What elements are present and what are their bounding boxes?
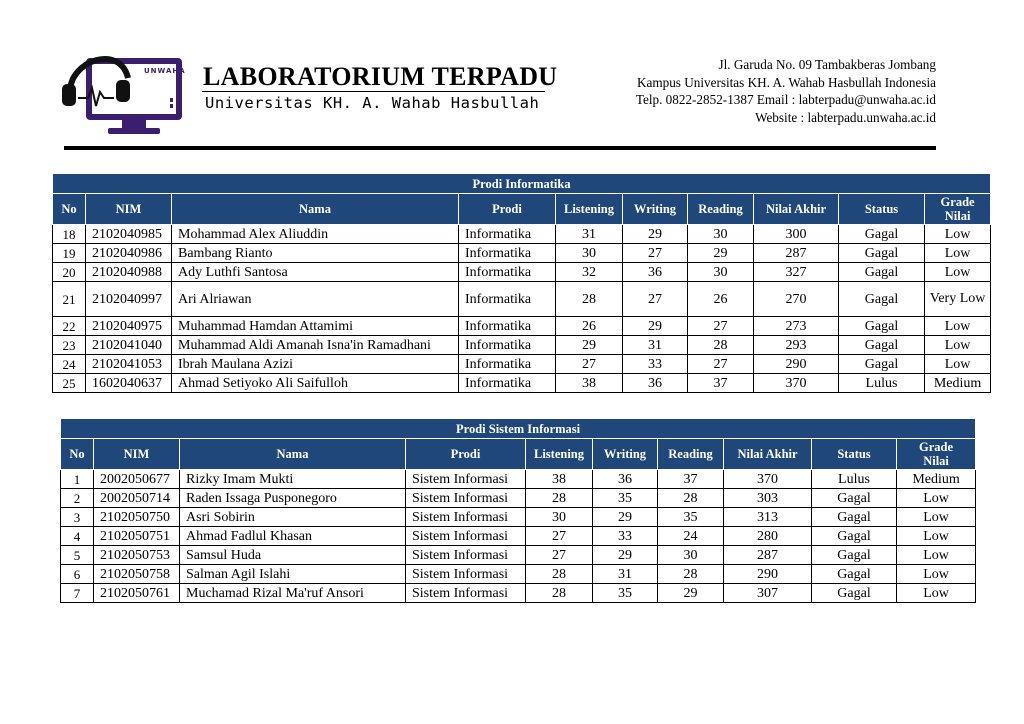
writing-cell: 35 bbox=[593, 584, 658, 603]
listening-cell: 29 bbox=[556, 336, 623, 355]
nim-cell: 2102050758 bbox=[94, 565, 180, 584]
prodi-cell: Informatika bbox=[459, 282, 556, 317]
listening-cell: 27 bbox=[526, 527, 593, 546]
lab-subtitle: Universitas KH. A. Wahab Hasbullah bbox=[205, 94, 540, 112]
nama-cell: Samsul Huda bbox=[180, 546, 406, 565]
writing-cell: 31 bbox=[623, 336, 688, 355]
grade-cell: Low bbox=[925, 244, 991, 263]
writing-cell: 27 bbox=[623, 282, 688, 317]
status-cell: Gagal bbox=[812, 489, 897, 508]
column-header: Nama bbox=[180, 439, 406, 470]
reading-cell: 37 bbox=[688, 374, 754, 393]
grade-cell: Low bbox=[897, 546, 976, 565]
prodi-cell: Sistem Informasi bbox=[406, 527, 526, 546]
address-line: Jl. Garuda No. 09 Tambakberas Jombang bbox=[718, 57, 936, 72]
listening-cell: 27 bbox=[556, 355, 623, 374]
listening-cell: 30 bbox=[556, 244, 623, 263]
grade-cell: Low bbox=[897, 584, 976, 603]
nama-cell: Ahmad Fadlul Khasan bbox=[180, 527, 406, 546]
table-row bbox=[61, 546, 976, 565]
prodi-cell: Informatika bbox=[459, 374, 556, 393]
listening-cell: 27 bbox=[526, 546, 593, 565]
column-header: NIM bbox=[94, 439, 180, 470]
listening-cell: 28 bbox=[526, 565, 593, 584]
row-no: 21 bbox=[53, 282, 86, 317]
prodi-cell: Sistem Informasi bbox=[406, 584, 526, 603]
table-row bbox=[53, 336, 991, 355]
column-header: Writing bbox=[593, 439, 658, 470]
listening-cell: 30 bbox=[526, 508, 593, 527]
nama-cell: Ari Alriawan bbox=[172, 282, 459, 317]
column-header: Listening bbox=[556, 194, 623, 225]
column-header: No bbox=[53, 194, 86, 225]
status-cell: Gagal bbox=[839, 225, 925, 244]
status-cell: Gagal bbox=[839, 263, 925, 282]
reading-cell: 30 bbox=[688, 225, 754, 244]
nama-cell: Ahmad Setiyoko Ali Saifulloh bbox=[172, 374, 459, 393]
nilai-akhir-cell: 327 bbox=[754, 263, 839, 282]
grade-cell: Low bbox=[925, 336, 991, 355]
row-no: 18 bbox=[53, 225, 86, 244]
grade-cell: Low bbox=[897, 508, 976, 527]
status-cell: Gagal bbox=[812, 527, 897, 546]
nama-cell: Ady Luthfi Santosa bbox=[172, 263, 459, 282]
writing-cell: 27 bbox=[623, 244, 688, 263]
table-row bbox=[61, 470, 976, 489]
header-divider bbox=[64, 146, 936, 150]
reading-cell: 30 bbox=[688, 263, 754, 282]
grade-cell: Low bbox=[925, 225, 991, 244]
grade-cell: Medium bbox=[897, 470, 976, 489]
reading-cell: 28 bbox=[658, 489, 724, 508]
writing-cell: 29 bbox=[623, 225, 688, 244]
grade-cell: Low bbox=[925, 263, 991, 282]
table-row bbox=[53, 282, 991, 317]
table-prodi-informatika bbox=[52, 173, 991, 393]
nilai-akhir-cell: 303 bbox=[724, 489, 812, 508]
table-row bbox=[53, 225, 991, 244]
nim-cell: 2102050750 bbox=[94, 508, 180, 527]
listening-cell: 38 bbox=[556, 374, 623, 393]
lab-address bbox=[636, 56, 936, 126]
writing-cell: 29 bbox=[593, 508, 658, 527]
prodi-cell: Informatika bbox=[459, 263, 556, 282]
status-cell: Gagal bbox=[812, 584, 897, 603]
row-no: 3 bbox=[61, 508, 94, 527]
row-no: 5 bbox=[61, 546, 94, 565]
listening-cell: 38 bbox=[526, 470, 593, 489]
table-row bbox=[61, 527, 976, 546]
grade-cell: Medium bbox=[925, 374, 991, 393]
nama-cell: Muchamad Rizal Ma'ruf Ansori bbox=[180, 584, 406, 603]
nilai-akhir-cell: 287 bbox=[724, 546, 812, 565]
writing-cell: 33 bbox=[623, 355, 688, 374]
status-cell: Gagal bbox=[812, 546, 897, 565]
table-body bbox=[53, 225, 991, 393]
status-cell: Gagal bbox=[839, 244, 925, 263]
row-no: 2 bbox=[61, 489, 94, 508]
nama-cell: Mohammad Alex Aliuddin bbox=[172, 225, 459, 244]
column-header: Reading bbox=[688, 194, 754, 225]
table-prodi-sistem-informasi bbox=[60, 418, 976, 603]
row-no: 6 bbox=[61, 565, 94, 584]
grade-cell: Low bbox=[897, 527, 976, 546]
nilai-akhir-cell: 287 bbox=[754, 244, 839, 263]
nim-cell: 2102040986 bbox=[86, 244, 172, 263]
address-line: Kampus Universitas KH. A. Wahab Hasbullah Indonesia bbox=[636, 74, 936, 90]
nama-cell: Salman Agil Islahi bbox=[180, 565, 406, 584]
nilai-akhir-cell: 290 bbox=[754, 355, 839, 374]
nim-cell: 2102050753 bbox=[94, 546, 180, 565]
column-header: Grade Nilai bbox=[925, 194, 991, 225]
nilai-akhir-cell: 290 bbox=[724, 565, 812, 584]
nilai-akhir-cell: 307 bbox=[724, 584, 812, 603]
status-cell: Gagal bbox=[812, 508, 897, 527]
grade-cell: Low bbox=[897, 489, 976, 508]
table-row bbox=[53, 374, 991, 393]
status-cell: Gagal bbox=[839, 355, 925, 374]
table-row bbox=[53, 244, 991, 263]
logo-text: UNWAHA bbox=[144, 67, 186, 75]
row-no: 22 bbox=[53, 317, 86, 336]
reading-cell: 27 bbox=[688, 317, 754, 336]
writing-cell: 36 bbox=[623, 263, 688, 282]
reading-cell: 29 bbox=[658, 584, 724, 603]
prodi-cell: Sistem Informasi bbox=[406, 489, 526, 508]
listening-cell: 31 bbox=[556, 225, 623, 244]
row-no: 4 bbox=[61, 527, 94, 546]
nim-cell: 2102041053 bbox=[86, 355, 172, 374]
nama-cell: Asri Sobirin bbox=[180, 508, 406, 527]
nim-cell: 2102040975 bbox=[86, 317, 172, 336]
column-header: Prodi bbox=[406, 439, 526, 470]
column-header: NIM bbox=[86, 194, 172, 225]
nim-cell: 2102040985 bbox=[86, 225, 172, 244]
nilai-akhir-cell: 370 bbox=[724, 470, 812, 489]
reading-cell: 28 bbox=[688, 336, 754, 355]
website-line: Website : labterpadu.unwaha.ac.id bbox=[755, 109, 936, 125]
nim-cell: 2102040988 bbox=[86, 263, 172, 282]
status-cell: Lulus bbox=[812, 470, 897, 489]
column-header: Nama bbox=[172, 194, 459, 225]
row-no: 20 bbox=[53, 263, 86, 282]
writing-cell: 33 bbox=[593, 527, 658, 546]
nilai-akhir-cell: 273 bbox=[754, 317, 839, 336]
prodi-cell: Sistem Informasi bbox=[406, 470, 526, 489]
nama-cell: Ibrah Maulana Azizi bbox=[172, 355, 459, 374]
prodi-cell: Informatika bbox=[459, 355, 556, 374]
table-row bbox=[53, 263, 991, 282]
nilai-akhir-cell: 313 bbox=[724, 508, 812, 527]
column-header: Nilai Akhir bbox=[724, 439, 812, 470]
nim-cell: 2102050761 bbox=[94, 584, 180, 603]
row-no: 7 bbox=[61, 584, 94, 603]
column-header: Nilai Akhir bbox=[754, 194, 839, 225]
row-no: 23 bbox=[53, 336, 86, 355]
column-header: Status bbox=[839, 194, 925, 225]
column-header: Writing bbox=[623, 194, 688, 225]
phone-email-line: Telp. 0822-2852-1387 Email : labterpadu@unwaha.ac.id bbox=[635, 92, 936, 107]
table-row bbox=[61, 489, 976, 508]
table-row bbox=[61, 565, 976, 584]
status-cell: Gagal bbox=[839, 317, 925, 336]
status-cell: Gagal bbox=[839, 336, 925, 355]
listening-cell: 32 bbox=[556, 263, 623, 282]
column-header: Reading bbox=[658, 439, 724, 470]
nama-cell: Raden Issaga Pusponegoro bbox=[180, 489, 406, 508]
row-no: 19 bbox=[53, 244, 86, 263]
table-row bbox=[53, 355, 991, 374]
column-header: Listening bbox=[526, 439, 593, 470]
writing-cell: 31 bbox=[593, 565, 658, 584]
row-no: 1 bbox=[61, 470, 94, 489]
table-title: Prodi Sistem Informasi bbox=[61, 419, 976, 439]
prodi-cell: Informatika bbox=[459, 336, 556, 355]
grade-cell: Low bbox=[897, 565, 976, 584]
status-cell: Gagal bbox=[839, 282, 925, 317]
table-row bbox=[61, 584, 976, 603]
status-cell: Lulus bbox=[839, 374, 925, 393]
grade-cell: Low bbox=[925, 317, 991, 336]
nilai-akhir-cell: 270 bbox=[754, 282, 839, 317]
nama-cell: Muhammad Aldi Amanah Isna'in Ramadhani bbox=[172, 336, 459, 355]
column-header: Status bbox=[812, 439, 897, 470]
table-title: Prodi Informatika bbox=[53, 174, 991, 194]
writing-cell: 35 bbox=[593, 489, 658, 508]
nama-cell: Muhammad Hamdan Attamimi bbox=[172, 317, 459, 336]
row-no: 25 bbox=[53, 374, 86, 393]
prodi-cell: Informatika bbox=[459, 317, 556, 336]
table-row bbox=[61, 508, 976, 527]
nim-cell: 1602040637 bbox=[86, 374, 172, 393]
laboratorium-logo bbox=[58, 40, 188, 136]
column-header: Prodi bbox=[459, 194, 556, 225]
nilai-akhir-cell: 300 bbox=[754, 225, 839, 244]
lab-title: LABORATORIUM TERPADU bbox=[203, 62, 558, 91]
nim-cell: 2102050751 bbox=[94, 527, 180, 546]
reading-cell: 28 bbox=[658, 565, 724, 584]
writing-cell: 29 bbox=[593, 546, 658, 565]
writing-cell: 36 bbox=[593, 470, 658, 489]
status-cell: Gagal bbox=[812, 565, 897, 584]
title-underline bbox=[202, 91, 545, 92]
prodi-cell: Sistem Informasi bbox=[406, 508, 526, 527]
nim-cell: 2102040997 bbox=[86, 282, 172, 317]
grade-cell: Very Low bbox=[925, 282, 991, 317]
reading-cell: 26 bbox=[688, 282, 754, 317]
reading-cell: 29 bbox=[688, 244, 754, 263]
reading-cell: 24 bbox=[658, 527, 724, 546]
listening-cell: 28 bbox=[556, 282, 623, 317]
column-header: No bbox=[61, 439, 94, 470]
listening-cell: 28 bbox=[526, 584, 593, 603]
grade-cell: Low bbox=[925, 355, 991, 374]
prodi-cell: Sistem Informasi bbox=[406, 565, 526, 584]
prodi-cell: Informatika bbox=[459, 225, 556, 244]
table-row bbox=[53, 317, 991, 336]
column-header: Grade Nilai bbox=[897, 439, 976, 470]
nama-cell: Rizky Imam Mukti bbox=[180, 470, 406, 489]
nim-cell: 2002050677 bbox=[94, 470, 180, 489]
prodi-cell: Sistem Informasi bbox=[406, 546, 526, 565]
listening-cell: 26 bbox=[556, 317, 623, 336]
nim-cell: 2102041040 bbox=[86, 336, 172, 355]
reading-cell: 37 bbox=[658, 470, 724, 489]
nilai-akhir-cell: 293 bbox=[754, 336, 839, 355]
nilai-akhir-cell: 280 bbox=[724, 527, 812, 546]
writing-cell: 29 bbox=[623, 317, 688, 336]
table-body bbox=[61, 470, 976, 603]
nim-cell: 2002050714 bbox=[94, 489, 180, 508]
prodi-cell: Informatika bbox=[459, 244, 556, 263]
nilai-akhir-cell: 370 bbox=[754, 374, 839, 393]
nama-cell: Bambang Rianto bbox=[172, 244, 459, 263]
writing-cell: 36 bbox=[623, 374, 688, 393]
reading-cell: 30 bbox=[658, 546, 724, 565]
listening-cell: 28 bbox=[526, 489, 593, 508]
reading-cell: 35 bbox=[658, 508, 724, 527]
row-no: 24 bbox=[53, 355, 86, 374]
reading-cell: 27 bbox=[688, 355, 754, 374]
